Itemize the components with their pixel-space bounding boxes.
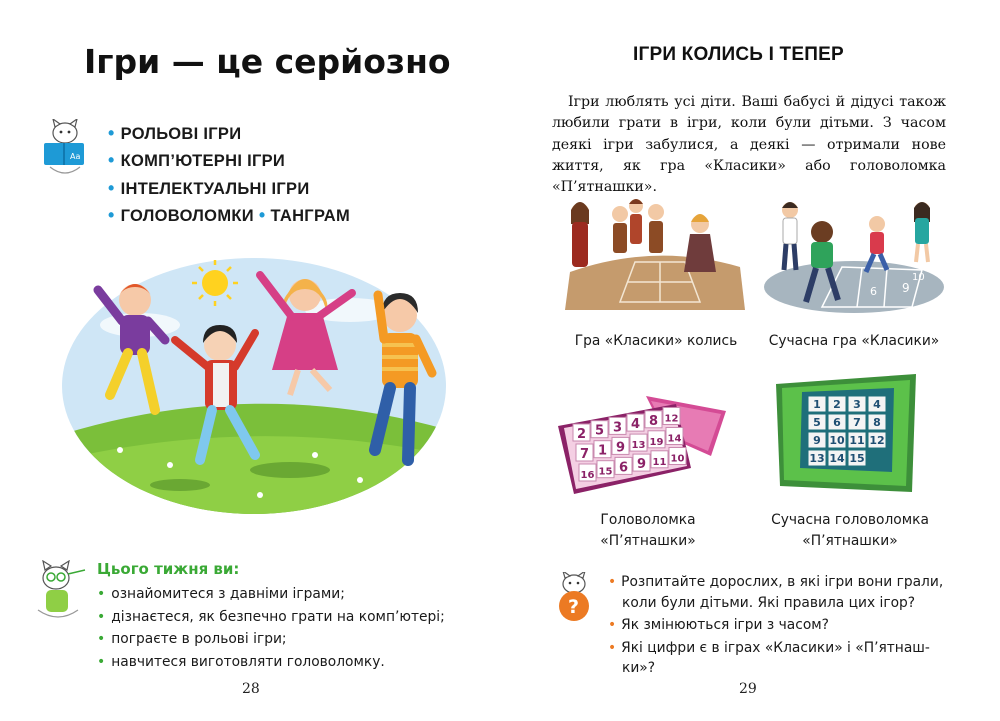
topic-list (108, 120, 350, 229)
caption-puzzle-new: Сучасна головоломка «П’ятнашки» (771, 512, 929, 549)
children-playing-illustration (60, 255, 448, 517)
puzzle-tile-number: 19 (649, 436, 664, 448)
questions-list (608, 572, 948, 681)
caption-puzzle-old: Головоломка «П’ятнашки» (600, 512, 696, 549)
puzzle-tile-number: 3 (612, 420, 623, 436)
puzzle-tile-number: 12 (664, 413, 679, 425)
puzzle-tile-number: 16 (580, 470, 595, 481)
page-number: 28 (242, 681, 260, 697)
topic-item: • КОМП’ЮТЕРНІ ІГРИ (108, 150, 286, 171)
puzzle-tile-number: 2 (833, 398, 841, 411)
question-cat-icon (552, 572, 596, 626)
svg-text:9: 9 (902, 281, 910, 295)
caption-classics-old: Гра «Класики» колись (574, 333, 738, 349)
old-fifteen-puzzle-illustration (556, 396, 730, 496)
puzzle-tile-number: 15 (849, 452, 865, 465)
puzzle-tile-number: 1 (813, 398, 821, 411)
puzzle-tile-number: 9 (813, 434, 821, 447)
topic-item: • ІНТЕЛЕКТУАЛЬНІ ІГРИ (108, 177, 310, 198)
puzzle-tile-number: 1 (597, 443, 608, 459)
puzzle-tile-number: 10 (670, 453, 685, 465)
puzzle-tile-number: 2 (576, 427, 587, 442)
intro-paragraph: Ігри люблять усі діти. Ваші бабусі й дідусі також любили грати в ігри, коли були дітьми. З часом деякі ігри забулися, а деякі — отримали нове життя, як гра «Класики» або головоломка «П’ятнашки». (552, 94, 946, 196)
puzzle-tile-number: 8 (873, 416, 881, 429)
page-title: Ігри — це серйозно (84, 42, 451, 81)
puzzle-tile-number: 11 (652, 456, 667, 468)
puzzle-tile-number: 13 (809, 452, 825, 465)
svg-text:Aa: Aa (70, 152, 81, 161)
puzzle-tile-number: 6 (833, 416, 841, 429)
list-item: • пограєте в рольові ігри; (97, 631, 287, 647)
week-title: Цього тижня ви: (97, 560, 240, 578)
puzzle-tile-number: 4 (873, 398, 881, 411)
puzzle-tile-number: 14 (667, 433, 682, 445)
caption-classics-new: Сучасна гра «Класики» (768, 333, 940, 349)
cat-book-icon (40, 119, 90, 177)
section-title: ІГРИ КОЛИСЬ І ТЕПЕР (633, 44, 844, 65)
list-item: • дізнаєтеся, як безпечно грати на комп’ютері; (97, 608, 445, 625)
list-item: • навчитеся виготовляти головоломку. (97, 653, 385, 670)
modern-fifteen-puzzle-illustration (772, 374, 920, 498)
puzzle-tile-number: 10 (829, 434, 845, 447)
modern-hopscotch-illustration (762, 192, 946, 314)
svg-text:10: 10 (912, 272, 925, 283)
puzzle-tile-number: 3 (853, 398, 861, 411)
cat-glasses-icon (30, 560, 90, 620)
old-hopscotch-illustration (560, 192, 750, 314)
svg-text:?: ? (568, 596, 580, 618)
list-item: • ознайомитеся з давніми іграми; (97, 586, 345, 602)
puzzle-tile-number: 12 (869, 434, 885, 447)
svg-text:6: 6 (870, 285, 877, 298)
puzzle-tile-number: 15 (598, 466, 613, 478)
week-goals-list (97, 583, 445, 673)
question-item: • Як змінюються ігри з часом? (608, 617, 829, 634)
topic-item: • РОЛЬОВІ ІГРИ (108, 123, 242, 143)
question-item: • Розпитайте дорослих, в які ігри вони грали, коли були дітьми. Які правила цих ігор? (608, 574, 944, 611)
puzzle-tile-number: 9 (636, 457, 647, 473)
topic-item: • ГОЛОВОЛОМКИ • ТАНГРАМ (108, 204, 351, 225)
puzzle-tile-number: 6 (618, 460, 629, 476)
puzzle-tile-number: 8 (648, 413, 659, 429)
puzzle-tile-number: 9 (615, 440, 626, 456)
puzzle-tile-number: 7 (853, 416, 861, 429)
page-number: 29 (739, 681, 757, 697)
puzzle-tile-number: 4 (630, 417, 641, 433)
puzzle-tile-number: 13 (631, 440, 646, 452)
question-item: • Які цифри є в іграх «Класики» і «П’ятнашки»? (608, 639, 930, 677)
puzzle-tile-number: 5 (594, 423, 605, 439)
right-page (500, 0, 1000, 721)
puzzle-tile-number: 14 (829, 452, 845, 465)
puzzle-tile-number: 5 (813, 416, 821, 429)
puzzle-tile-number: 7 (579, 447, 590, 462)
puzzle-tile-number: 11 (849, 434, 865, 447)
